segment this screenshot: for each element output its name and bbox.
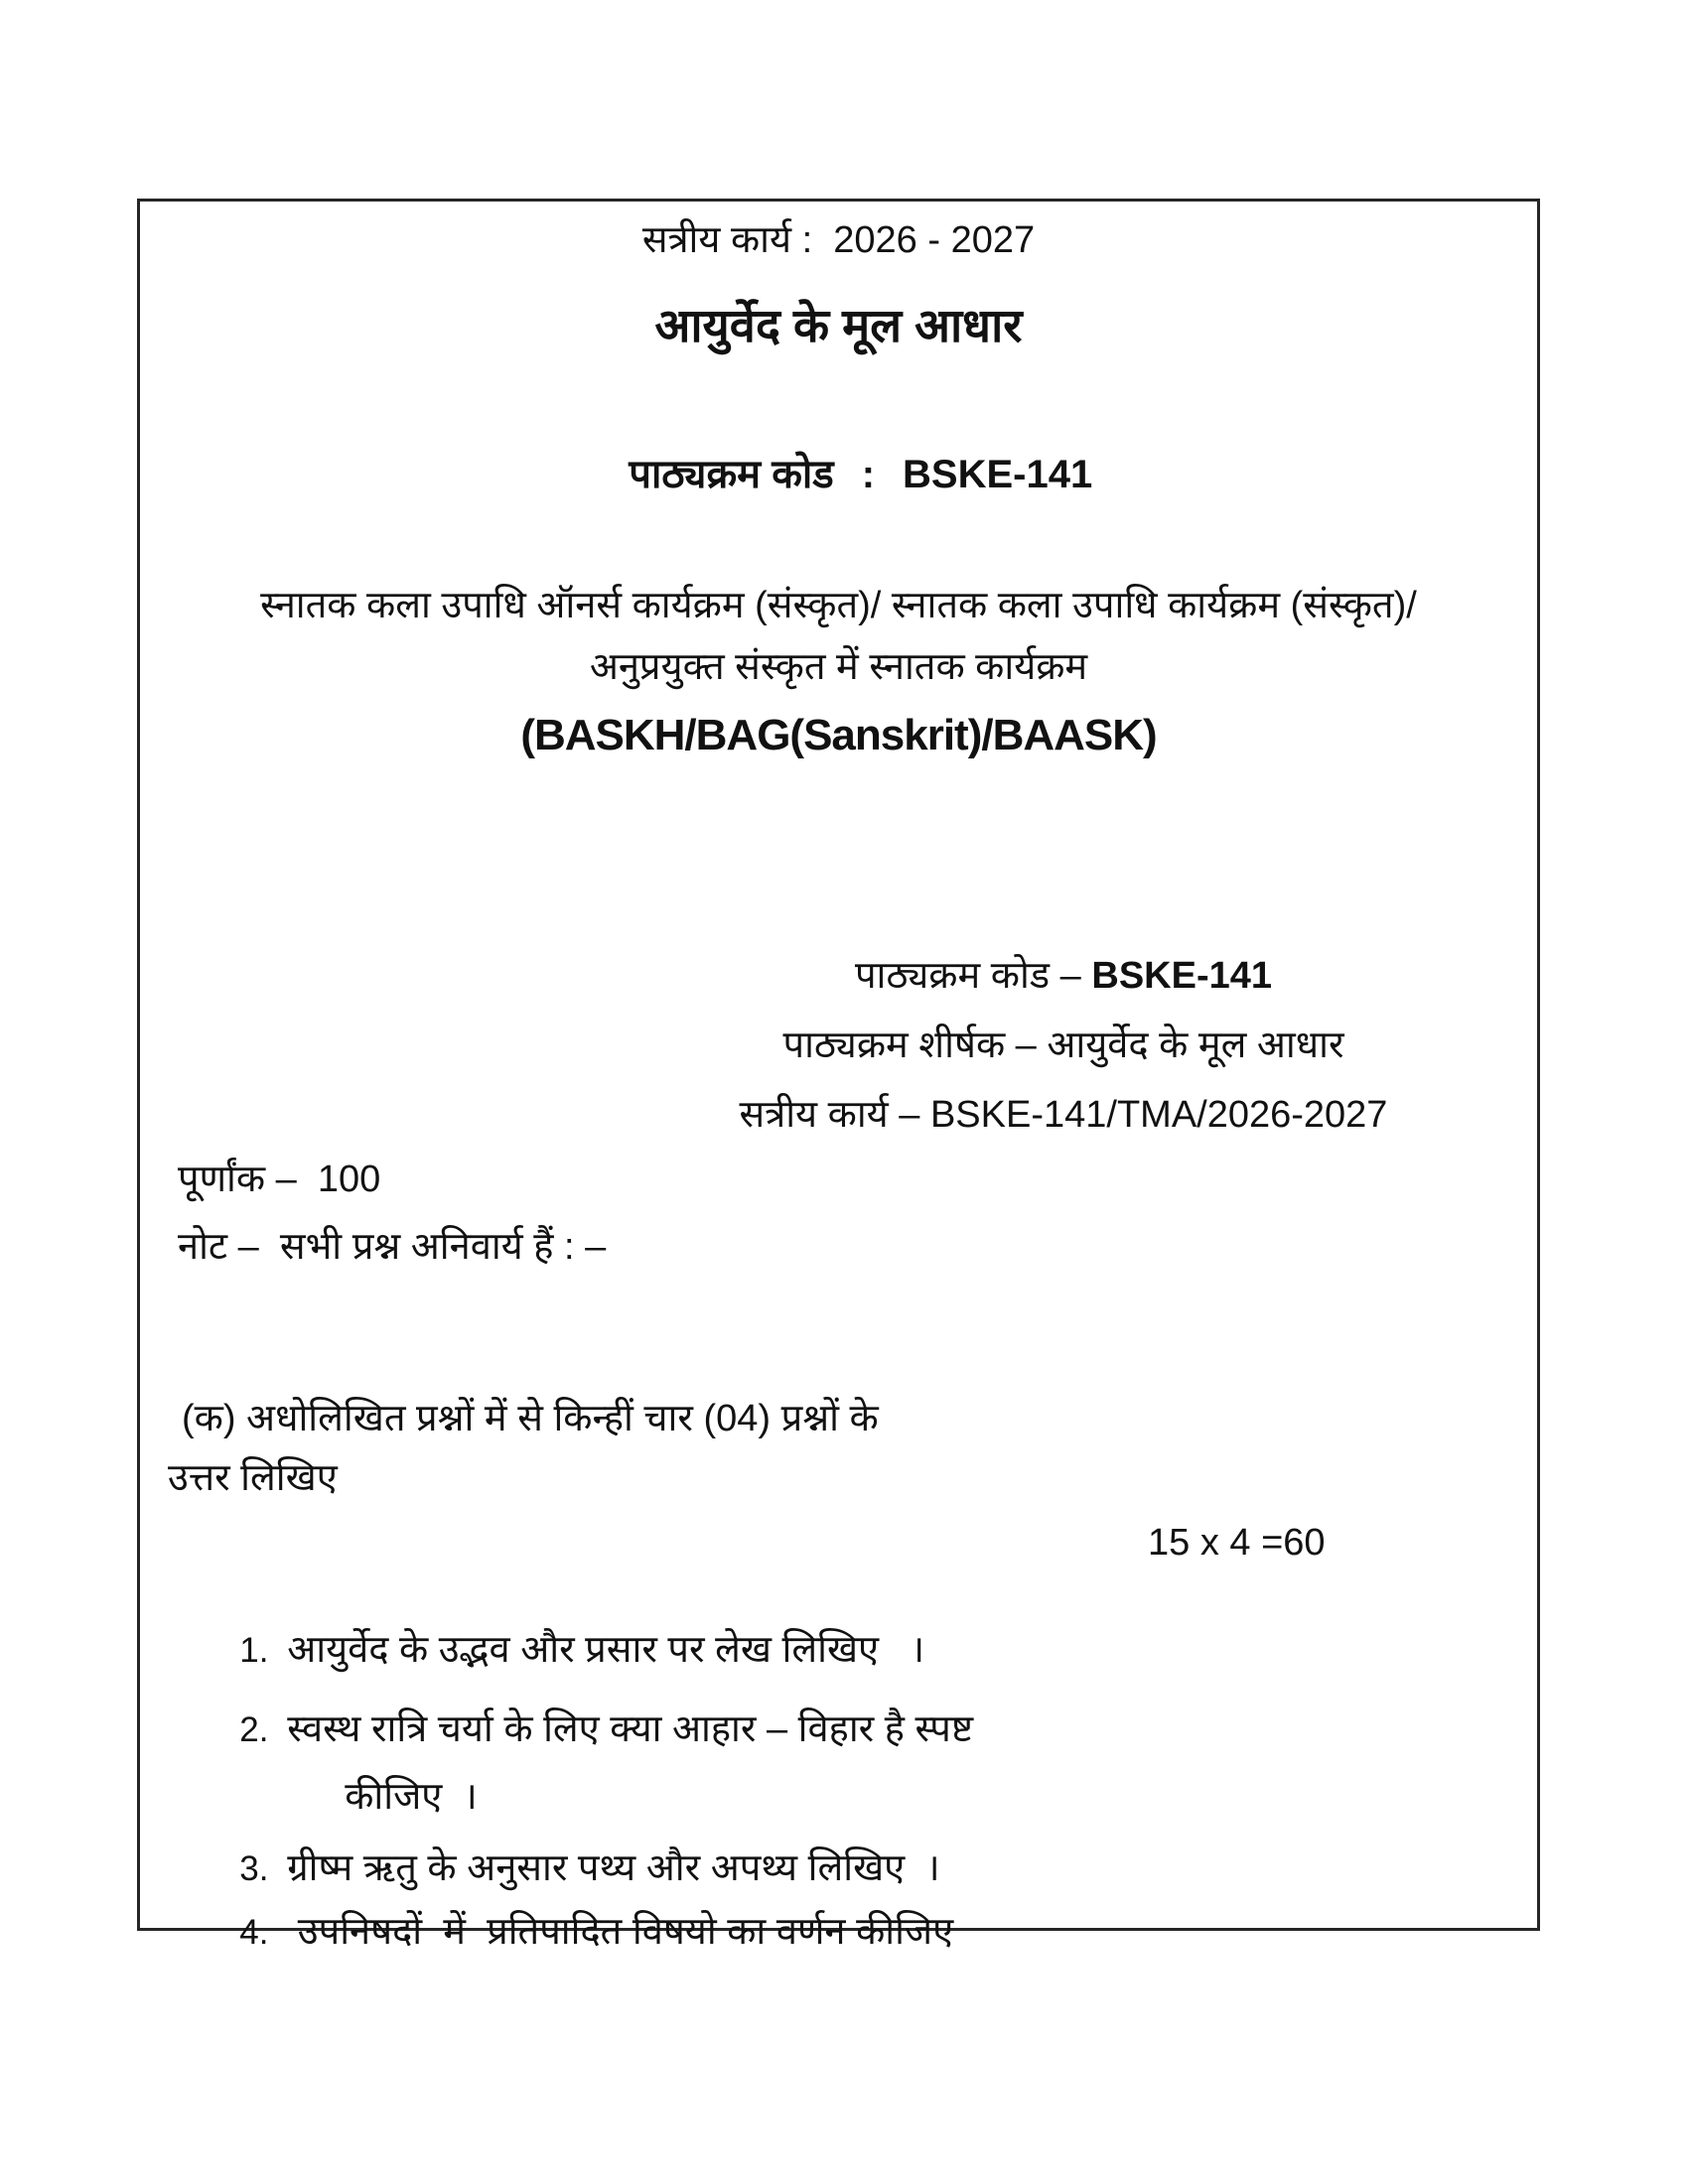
question-2-number: 2.	[239, 1709, 269, 1749]
course-code-colon: :	[861, 453, 876, 496]
detail-course-code-label: पाठ्यक्रम कोड –	[854, 955, 1092, 997]
course-code-heading	[140, 400, 1537, 549]
question-4-text: उपनिषदों में प्रतिपादित विषयो का वर्णन कीजिए	[287, 1910, 954, 1953]
max-marks-line: पूर्णांक – 100	[178, 1159, 381, 1200]
detail-course-title	[557, 1011, 1570, 1080]
question-1-number: 1.	[239, 1630, 269, 1670]
question-2-text-line-2: कीजिए ।	[345, 1775, 478, 1818]
section-a-heading-line-2: उत्तर लिखिए	[168, 1457, 338, 1499]
section-a-heading-line-1: (क) अधोलिखित प्रश्नों में से किन्हीं चार (04) प्रश्नों के	[182, 1398, 879, 1439]
question-1-text: आयुर्वेद के उद्भव और प्रसार पर लेख लिखिए ।	[287, 1628, 925, 1671]
question-4	[198, 1861, 1488, 2003]
detail-assignment-code-value: BSKE-141/TMA/2026-2027	[929, 1094, 1388, 1136]
assignment-details-block	[557, 941, 1570, 1150]
detail-course-code-value: BSKE-141	[1091, 955, 1273, 997]
detail-assignment-code	[557, 1080, 1570, 1150]
question-2-text-line-1: स्वस्थ रात्रि चर्या के लिए क्या आहार – विहार है स्पष्ट	[287, 1707, 974, 1750]
note-line: नोट – सभी प्रश्न अनिवार्य हैं : –	[178, 1226, 607, 1268]
course-title-heading: आयुर्वेद के मूल आधार	[654, 299, 1023, 351]
program-name-line-2: अनुप्रयुक्त संस्कृत में स्नातक कार्यक्रम	[589, 646, 1088, 688]
section-a-marks: 15 x 4 =60	[1148, 1522, 1326, 1564]
session-year-heading: सत्रीय कार्य : 2026 - 2027	[641, 219, 1036, 261]
question-4-number: 4.	[239, 1912, 269, 1952]
program-abbreviation: (BASKH/BAG(Sanskrit)/BAASK)	[520, 711, 1157, 759]
course-code-value: BSKE-141	[903, 453, 1093, 496]
document-page-border	[137, 199, 1540, 1953]
program-name-line-1: स्नातक कला उपाधि ऑनर्स कार्यक्रम (संस्कृत)/ स्नातक कला उपाधि कार्यक्रम (संस्कृत)/	[260, 585, 1417, 626]
detail-assignment-code-label: सत्रीय कार्य –	[739, 1094, 930, 1136]
question-3-text: ग्रीष्म ऋतु के अनुसार पथ्य और अपथ्य लिखिए ।	[287, 1846, 940, 1889]
detail-course-code	[557, 941, 1570, 1011]
detail-course-title-label: पाठ्यक्रम शीर्षक –	[782, 1024, 1048, 1066]
detail-course-title-value: आयुर्वेद के मूल आधार	[1047, 1024, 1344, 1066]
question-3-number: 3.	[239, 1848, 269, 1888]
course-code-label: पाठ्यक्रम कोड	[629, 453, 834, 496]
